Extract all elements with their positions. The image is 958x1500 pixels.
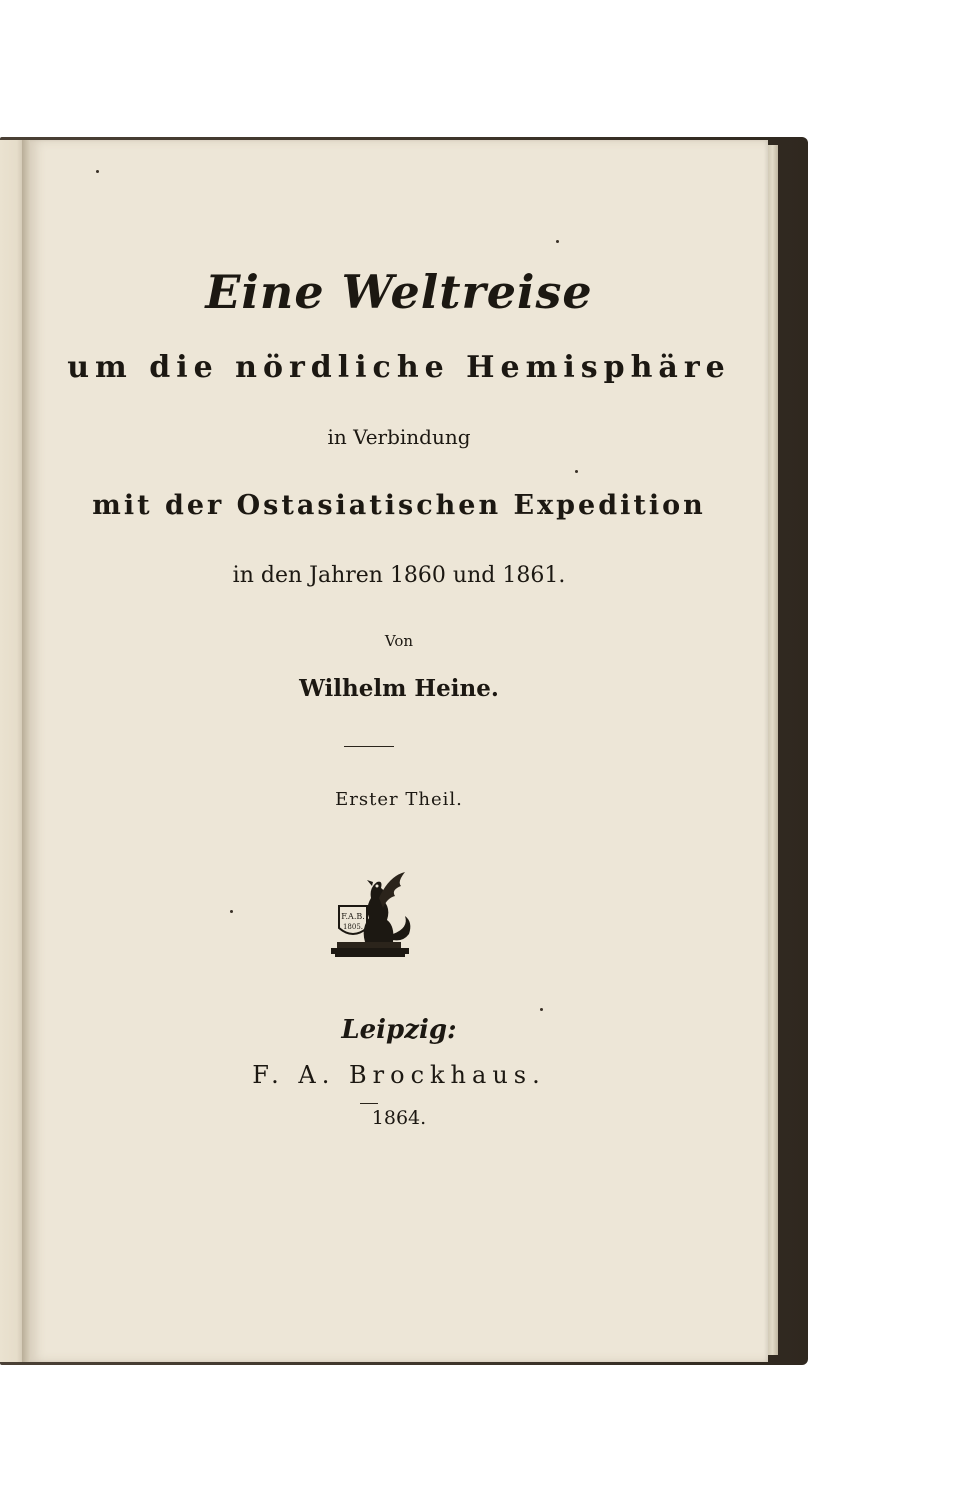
paper-speck bbox=[540, 1008, 543, 1011]
left-page-edge bbox=[0, 140, 24, 1362]
author-name: Wilhelm Heine. bbox=[299, 675, 499, 702]
paper-speck bbox=[96, 170, 99, 173]
years-line: in den Jahren 1860 und 1861. bbox=[232, 563, 566, 588]
divider-rule bbox=[344, 746, 394, 747]
title-page bbox=[30, 140, 768, 1362]
publication-place: Leipzig: bbox=[341, 1015, 457, 1045]
publication-year: 1864. bbox=[371, 1107, 427, 1129]
paper-speck bbox=[556, 240, 559, 243]
subtitle-connector: in Verbindung bbox=[327, 425, 471, 449]
griffin-emblem-icon bbox=[325, 868, 415, 960]
book-title: Eine Weltreise bbox=[205, 265, 593, 319]
volume-label: Erster Theil. bbox=[335, 789, 463, 810]
book-subtitle: um die nördliche Hemisphäre bbox=[67, 350, 731, 385]
svg-text:1805.: 1805. bbox=[342, 923, 364, 931]
short-divider-rule bbox=[360, 1103, 378, 1104]
paper-speck bbox=[575, 470, 578, 473]
by-label: Von bbox=[384, 632, 414, 650]
publisher-name: F. A. Brockhaus. bbox=[252, 1061, 546, 1089]
paper-speck bbox=[230, 910, 233, 913]
expedition-line: mit der Ostasiatischen Expedition bbox=[92, 490, 706, 521]
svg-text:F.A.B.: F.A.B. bbox=[341, 912, 365, 921]
